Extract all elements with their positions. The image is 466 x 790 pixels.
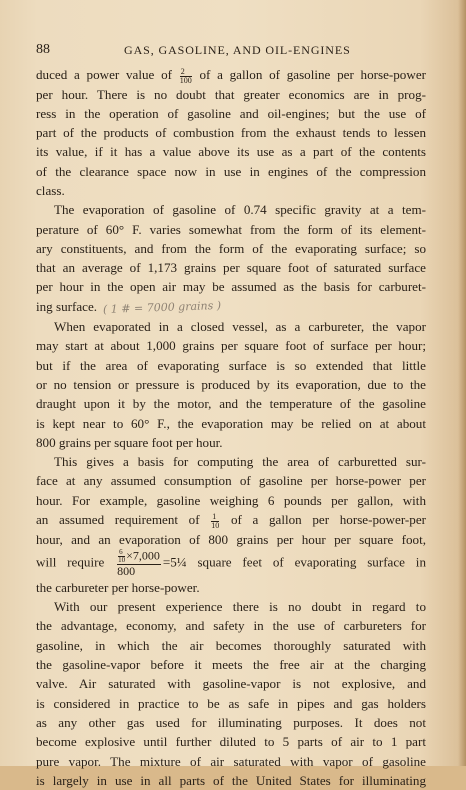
fraction-6-10: $\frac{6}{10}$ [118,547,126,564]
text-line: of the clearance space now in use in engines of the compression [36,163,426,179]
text-line: hour, and an evaporation of 800 grains per hour per square foot, [36,531,426,547]
page-edge-shadow [458,0,466,766]
text-line: per hour in the open air may be assumed as the basis for carburet- [36,279,426,295]
text-line: is kept near to 60° F., the evaporation may be relied on at about [36,415,426,431]
paragraph-1 [36,65,426,200]
handwritten-note: ( 1 # = 7000 grains ) [102,298,222,316]
text-line: perature of 60° F. varies somewhat from the form of its element- [36,221,426,237]
text-line: that an average of 1,173 grains per square foot of saturated surface [36,260,426,276]
text-line: but if the area of evaporating surface is so extended that little [36,357,426,373]
text-line: draught upon it by the motor, and the temperature of the gasoline [36,396,426,412]
text-line: 800 grains per square foot per hour. [36,434,223,450]
text-line: is largely in use in all parts of the United States for illuminating [36,772,426,788]
fraction-1-10: $\frac{1}{10}$ [211,511,220,530]
page-number: 88 [36,42,50,57]
paragraph-4 [36,452,426,597]
text-line: the carbureter per horse-power. [36,579,200,595]
text-line: This gives a basis for computing the area of carburetted sur- [54,454,426,470]
text-line: face at any assumed consumption of gasoline per horse-power per [36,473,426,489]
text-line: as any other gas used for illuminating purposes. It does not [36,714,426,730]
body-text [36,65,426,790]
paragraph-3 [36,317,426,452]
text-line: become explosive until further diluted to 5 parts of air to 1 part [36,734,426,750]
text-line: the gasoline-vapor before it meets the free air at the charging [36,657,426,673]
text-line: valve. Air saturated with gasoline-vapor is not explosive, and [36,676,426,692]
text-line: or no tension or pressure is produced by its evaporation, due to the [36,376,426,392]
text-line: ress in the operation of gasoline and oil-engines; but the use of [36,105,426,121]
text-line: hour. For example, gasoline weighing 6 pounds per gallon, with [36,492,426,508]
text-line: ary constituents, and from the form of the evaporating surface; so [36,240,426,256]
equation-result: =5¼ [162,554,187,570]
text-line: its value, if it has a value above its use as a part of the contents [36,144,426,160]
text-line: the advantage, economy, and safety in the use of carbureters for [36,618,426,634]
text-line: gasoline, in which the air becomes thoroughly saturated with [36,637,426,653]
text-line: per hour. There is no doubt that greater economics are in prog- [36,86,426,102]
text-line: an assumed requirement of $\frac{1}{10}$ of a gallon per horse-power-per [36,511,426,530]
text-line: class. [36,182,65,198]
text-line: part of the products of combustion from the exhaust tends to lessen [36,125,426,141]
paragraph-2 [36,200,426,317]
page-header [36,42,426,60]
text-line: will require $\frac{6}{10}$ ×7,000 800 =5¼ square feet of evaporating surface in [36,547,426,578]
text-line: is considered in practice to be as safe in pipes and gas holders [36,695,426,711]
paragraph-5 [36,597,426,790]
text-line: duced a power value of $\frac{2}{100}$ of a gallon of gasoline per horse-power [36,66,426,85]
equation-fraction: $\frac{6}{10}$ ×7,000 800 [117,547,160,578]
text-line: When evaporated in a closed vessel, as a carbureter, the vapor [54,319,426,335]
text-line: may start at about 1,000 grains per square foot of surface per hour; [36,338,426,354]
text-line: With our present experience there is no doubt in regard to [54,599,426,615]
running-title: GAS, GASOLINE, AND OIL-ENGINES [124,43,351,57]
text-line: ing surface. ( 1 # = 7000 grains ) [36,297,426,317]
text-line: The evaporation of gasoline of 0.74 specific gravity at a tem- [54,202,426,218]
fraction-2-100: $\frac{2}{100}$ [179,66,192,85]
text-line: pure vapor. The mixture of air saturated with vapor of gasoline [36,753,426,769]
